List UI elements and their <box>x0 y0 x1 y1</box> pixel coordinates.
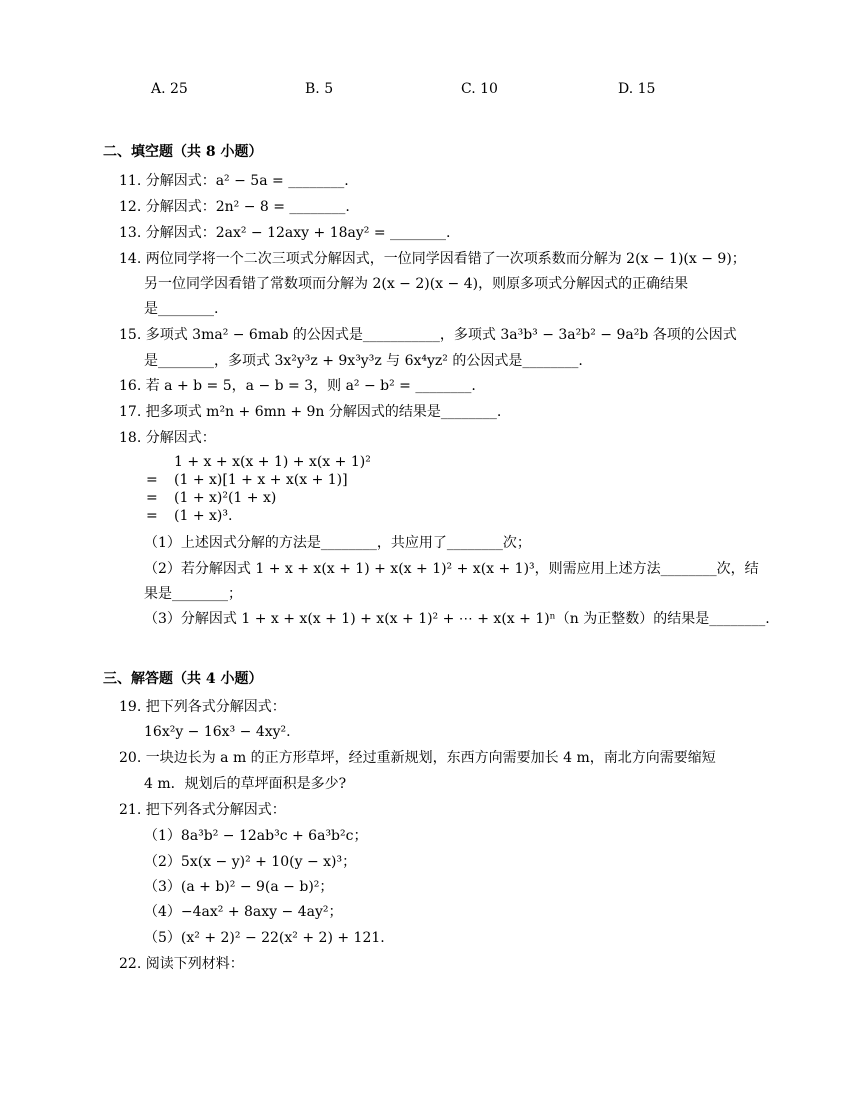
question-19-title: 19. 把下列各式分解因式： <box>119 699 286 715</box>
question-18-part-1: （1）上述因式分解的方法是________，共应用了________次； <box>144 535 531 551</box>
option-c: C. 10 <box>461 81 498 97</box>
question-20-line-2: 4 m．规划后的草坪面积是多少? <box>144 776 347 792</box>
question-18-part-2-line-1: （2）若分解因式 1 + x + x(x + 1) + x(x + 1)² + x(x + 1)³，则需应用上述方法________次，结 <box>144 561 759 577</box>
question-14-line-2: 另一位同学因看错了常数项而分解为 2(x − 2)(x − 4)，则原多项式分解因式的正确结果 <box>144 276 689 292</box>
question-11: 11. 分解因式：a² − 5a = ________. <box>119 173 349 189</box>
question-21-item-2: （2）5x(x − y)² + 10(y − x)³； <box>144 854 357 870</box>
question-21-item-4: （4）−4ax² + 8axy − 4ay²； <box>144 904 343 920</box>
question-18-title: 18. 分解因式： <box>119 430 216 446</box>
question-19-expression: 16x²y − 16x³ − 4xy². <box>144 724 291 740</box>
question-18-part-2-line-2: 果是________； <box>144 586 242 602</box>
question-22-title: 22. 阅读下列材料： <box>119 956 244 972</box>
question-12: 12. 分解因式：2n² − 8 = ________. <box>119 199 350 215</box>
derivation-step-4: = (1 + x)³. <box>146 508 233 524</box>
question-15-line-2: 是________，多项式 3x²y³z + 9x³y³z 与 6x⁴yz² 的公因式是________. <box>144 353 583 369</box>
option-a: A. 25 <box>151 81 188 97</box>
question-21-item-1: （1）8a³b² − 12ab³c + 6a³b²c； <box>144 828 368 844</box>
question-15-line-1: 15. 多项式 3ma² − 6mab 的公因式是___________，多项式 3a³b³ − 3a²b² − 9a²b 各项的公因式 <box>119 327 737 343</box>
question-18-part-3: （3）分解因式 1 + x + x(x + 1) + x(x + 1)² + ⋯ + x(x + 1)ⁿ（n 为正整数）的结果是________. <box>144 611 770 627</box>
section-title-solutions: 三、解答题（共 4 小题） <box>103 671 263 687</box>
option-b: B. 5 <box>305 81 334 97</box>
derivation-step-2: = (1 + x)[1 + x + x(x + 1)] <box>146 472 348 488</box>
derivation-step-3: = (1 + x)²(1 + x) <box>146 490 277 506</box>
section-title-fill-in: 二、填空题（共 8 小题） <box>103 144 263 160</box>
derivation-step-1: 1 + x + x(x + 1) + x(x + 1)² <box>174 454 371 470</box>
question-16: 16. 若 a + b = 5，a − b = 3，则 a² − b² = ________. <box>119 378 476 394</box>
question-21-item-3: （3）(a + b)² − 9(a − b)²； <box>144 879 334 895</box>
question-13: 13. 分解因式：2ax² − 12axy + 18ay² = ________. <box>119 225 451 241</box>
question-14-line-1: 14. 两位同学将一个二次三项式分解因式，一位同学因看错了一次项系数而分解为 2(x − 1)(x − 9)； <box>119 251 746 267</box>
question-21-title: 21. 把下列各式分解因式： <box>119 802 286 818</box>
option-d: D. 15 <box>618 81 656 97</box>
question-14-line-3: 是________. <box>144 301 219 317</box>
question-21-item-5: （5）(x² + 2)² − 22(x² + 2) + 121. <box>144 930 385 946</box>
question-18-derivation <box>146 453 371 525</box>
question-17: 17. 把多项式 m²n + 6mn + 9n 分解因式的结果是________. <box>119 404 502 420</box>
question-20-line-1: 20. 一块边长为 a m 的正方形草坪，经过重新规划，东西方向需要加长 4 m，南北方向需要缩短 <box>119 750 716 766</box>
